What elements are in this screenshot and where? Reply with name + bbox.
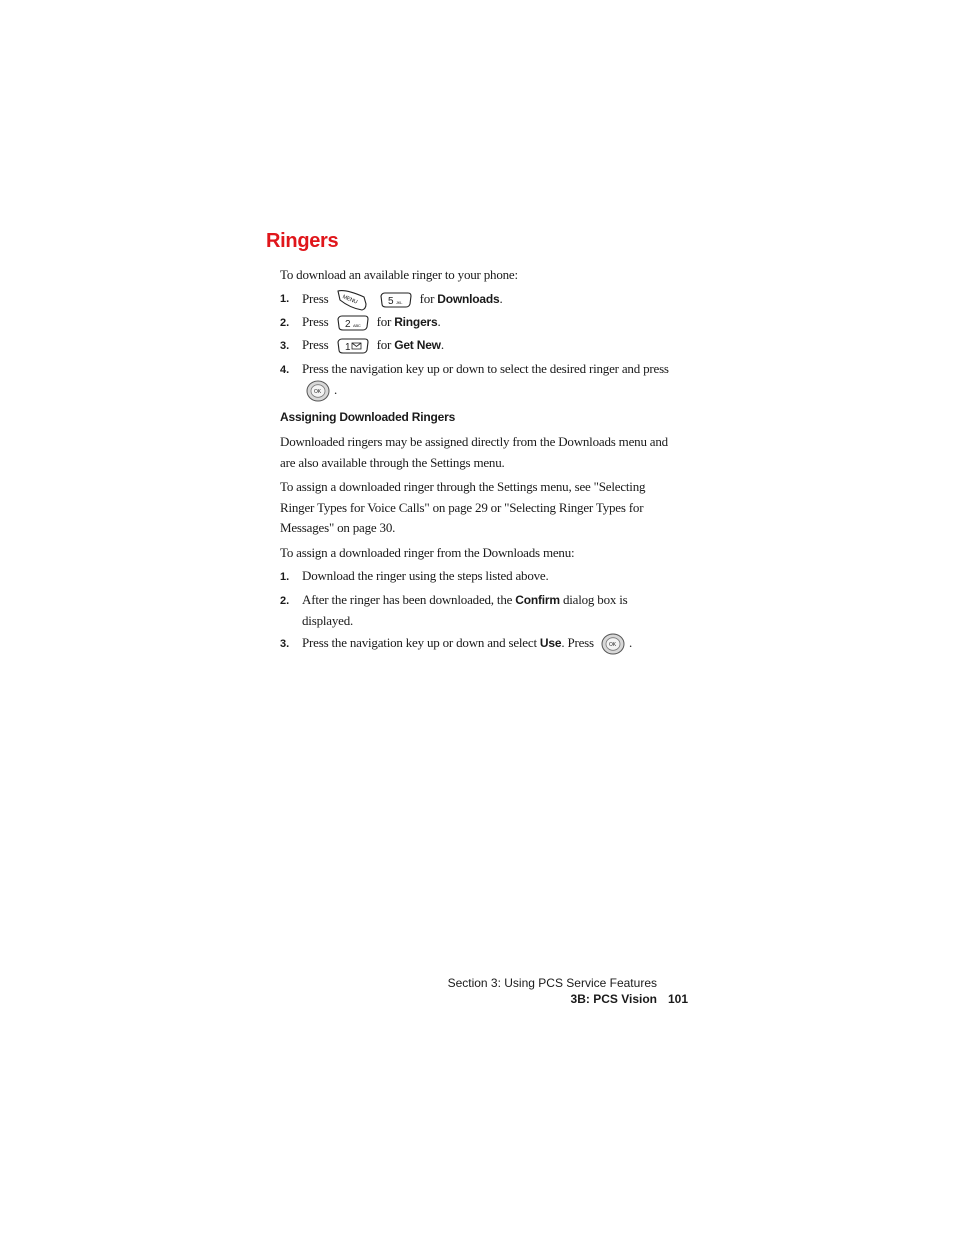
step-number: 1. [280,571,290,583]
svg-text:MENU: MENU [340,294,358,306]
paragraph-1: Downloaded ringers may be assigned directly from the Downloads menu and are also available through the Settings menu. [280,434,668,470]
menu-key-icon [336,288,368,312]
step-number: 1. [280,293,290,305]
step-1: Press MENU 5 JKL for Downloads. [302,288,672,312]
page-title: Ringers [266,230,339,252]
step-number: 2. [280,317,290,329]
assign-step-3: Press the navigation key up or down and select Use. Press OK . [302,633,672,655]
ok-key-icon [306,380,330,402]
menu-target-get-new: Get New [394,338,441,352]
menu-target-ringers: Ringers [394,315,438,329]
svg-text:JKL: JKL [395,300,402,305]
menu-target-downloads: Downloads [437,291,500,306]
paragraph-3: To assign a downloaded ringer from the Downloads menu: [280,545,575,560]
1-voicemail-key-icon [336,337,370,355]
step-4: Press the navigation key up or down to select the desired ringer and press OK . [302,359,672,402]
dialog-name-confirm: Confirm [515,593,560,607]
5-jkl-key-icon [379,291,413,309]
2-abc-key-icon [336,314,370,332]
section-subheading: Assigning Downloaded Ringers [280,410,456,424]
step-number: 4. [280,364,290,376]
svg-text:1: 1 [344,342,350,354]
step-number: 3. [280,340,290,352]
footer-section-title: Section 3: Using PCS Service Features [447,976,657,990]
svg-text:OK: OK [608,642,616,649]
ok-key-icon [601,633,625,655]
step-2: Press 2 ABC for Ringers. [302,314,441,331]
assign-step-2: After the ringer has been downloaded, the Confirm dialog box is displayed. [302,592,628,628]
footer-chapter-title: 3B: PCS Vision [570,992,657,1006]
option-use: Use [539,636,562,650]
svg-text:5: 5 [387,296,393,307]
intro-text: To download an available ringer to your phone: [280,267,518,282]
step-3: Press 1 for Get New. [302,337,444,354]
svg-text:2: 2 [344,319,350,331]
paragraph-2: To assign a downloaded ringer through the Settings menu, see "Selecting Ringer Types for Voice Calls" on page 29 or "Selecting Ringer Types for Messages" on page 30. [280,479,646,535]
step-number: 3. [280,638,290,650]
assign-step-1: Download the ringer using the steps listed above. [302,568,549,583]
page-number: 101 [668,992,689,1006]
step-number: 2. [280,595,290,607]
svg-text:ABC: ABC [352,323,361,329]
svg-text:OK: OK [314,388,321,395]
